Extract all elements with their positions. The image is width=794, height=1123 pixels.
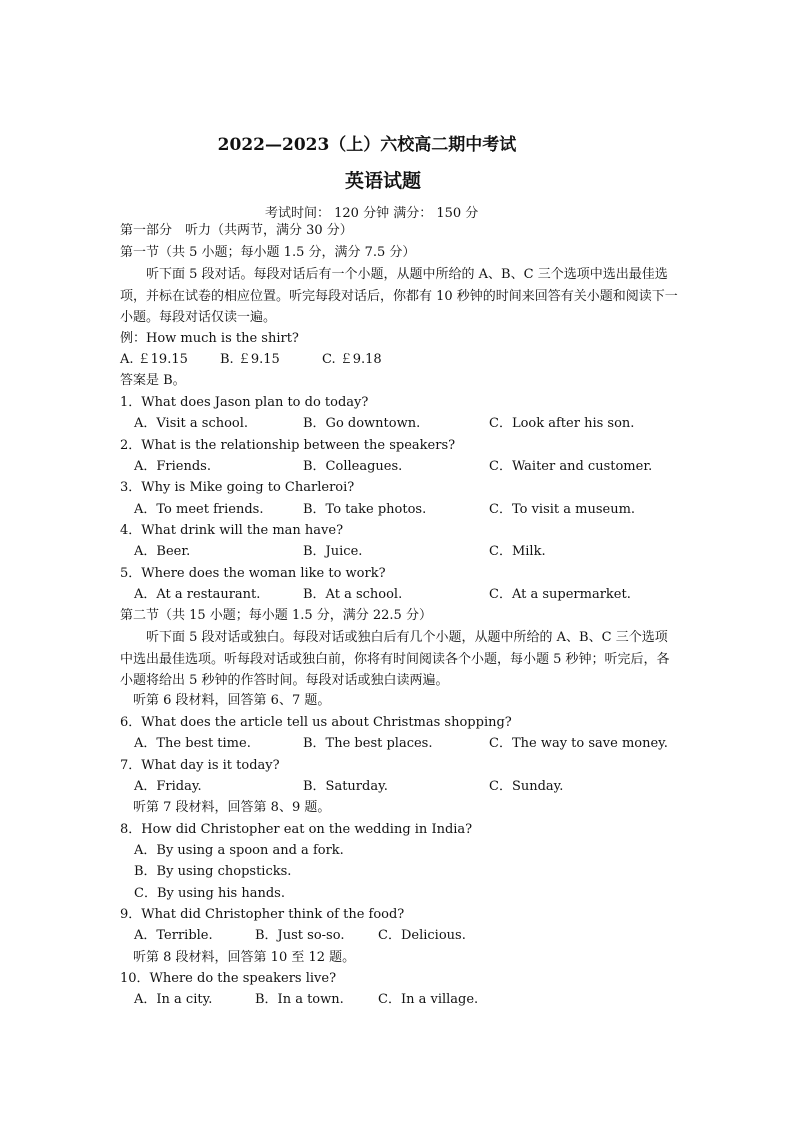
- option-b: B．At a school.: [303, 587, 403, 602]
- material-note: 听第 6 段材料，回答第 6、7 题。: [133, 693, 331, 708]
- option-b: B．In a town.: [255, 992, 344, 1007]
- example-answer: 答案是 B。: [120, 373, 186, 388]
- option-b: B．Go downtown.: [303, 416, 421, 431]
- section-instructions: 听下面 5 段对话或独白。每段对话或独白后有几个小题，从题中所给的 A、B、C 三个选项中选出最佳选项。听每段对话或独白前，你将有时间阅读各个小题，每小题 5 秒钟；听完后，各小题将给出 5 秒钟的作答时间。每段对话或独白读两遍。: [120, 630, 670, 688]
- question-stem: 9．What did Christopher think of the food?: [120, 907, 405, 922]
- option-c: C．Sunday.: [489, 779, 564, 794]
- option-b: B．Colleagues.: [303, 459, 403, 474]
- option-a: A．In a city.: [134, 992, 213, 1007]
- example-option-c: C. ￡9.18: [322, 352, 382, 367]
- option-a: A．Terrible.: [134, 928, 213, 943]
- option-a: A．By using a spoon and a fork.: [134, 843, 344, 858]
- option-b: B．By using chopsticks.: [134, 864, 292, 879]
- question-stem: 7．What day is it today?: [120, 758, 280, 773]
- option-a: A．Friday.: [134, 779, 202, 794]
- option-c: C．To visit a museum.: [489, 502, 636, 517]
- option-b: B．To take photos.: [303, 502, 427, 517]
- option-a: A．The best time.: [134, 736, 251, 751]
- option-b: B．The best places.: [303, 736, 433, 751]
- exam-title: 2022—2023（上）六校高二期中考试: [217, 135, 517, 155]
- option-a: A．To meet friends.: [134, 502, 264, 517]
- part-heading: 第一部分 听力（共两节，满分 30 分）: [120, 223, 353, 238]
- section-heading: 第一节（共 5 小题；每小题 1.5 分，满分 7.5 分）: [120, 245, 416, 260]
- option-c: C．Waiter and customer.: [489, 459, 653, 474]
- section-heading: 第二节（共 15 小题；每小题 1.5 分，满分 22.5 分）: [120, 608, 432, 623]
- option-c: C．By using his hands.: [134, 886, 285, 901]
- option-c: C．At a supermarket.: [489, 587, 631, 602]
- exam-subtitle: 英语试题: [344, 170, 421, 192]
- option-c: C．Delicious.: [378, 928, 466, 943]
- question-stem: 1．What does Jason plan to do today?: [120, 395, 369, 410]
- option-b: B．Juice.: [303, 544, 363, 559]
- option-c: C．Look after his son.: [489, 416, 635, 431]
- question-stem: 5．Where does the woman like to work?: [120, 566, 386, 581]
- option-b: B．Just so-so.: [255, 928, 345, 943]
- question-stem: 3．Why is Mike going to Charleroi?: [120, 480, 355, 495]
- section-instructions: 听下面 5 段对话。每段对话后有一个小题，从题中所给的 A、B、C 三个选项中选出最佳选项，并标在试卷的相应位置。听完每段对话后，你都有 10 秒钟的时间来回答有关小题和阅读下一小题。每段对话仅读一遍。: [120, 267, 678, 325]
- example-option-a: A. ￡19.15: [120, 352, 188, 367]
- question-stem: 10．Where do the speakers live?: [120, 971, 337, 986]
- example-option-b: B. ￡9.15: [220, 352, 280, 367]
- question-stem: 6．What does the article tell us about Christmas shopping?: [120, 715, 512, 730]
- question-stem: 2．What is the relationship between the speakers?: [120, 438, 456, 453]
- material-note: 听第 8 段材料，回答第 10 至 12 题。: [133, 950, 356, 965]
- option-c: C．Milk.: [489, 544, 546, 559]
- option-a: A．At a restaurant.: [134, 587, 261, 602]
- example-question: 例：How much is the shirt?: [120, 331, 299, 346]
- option-a: A．Friends.: [134, 459, 211, 474]
- option-a: A．Beer.: [134, 544, 191, 559]
- material-note: 听第 7 段材料，回答第 8、9 题。: [133, 800, 331, 815]
- option-b: B．Saturday.: [303, 779, 388, 794]
- option-c: C．The way to save money.: [489, 736, 668, 751]
- exam-info: 考试时间： 120 分钟 满分： 150 分: [265, 206, 479, 221]
- option-a: A．Visit a school.: [134, 416, 249, 431]
- option-c: C．In a village.: [378, 992, 479, 1007]
- question-stem: 8．How did Christopher eat on the wedding in India?: [120, 822, 473, 837]
- question-stem: 4．What drink will the man have?: [120, 523, 344, 538]
